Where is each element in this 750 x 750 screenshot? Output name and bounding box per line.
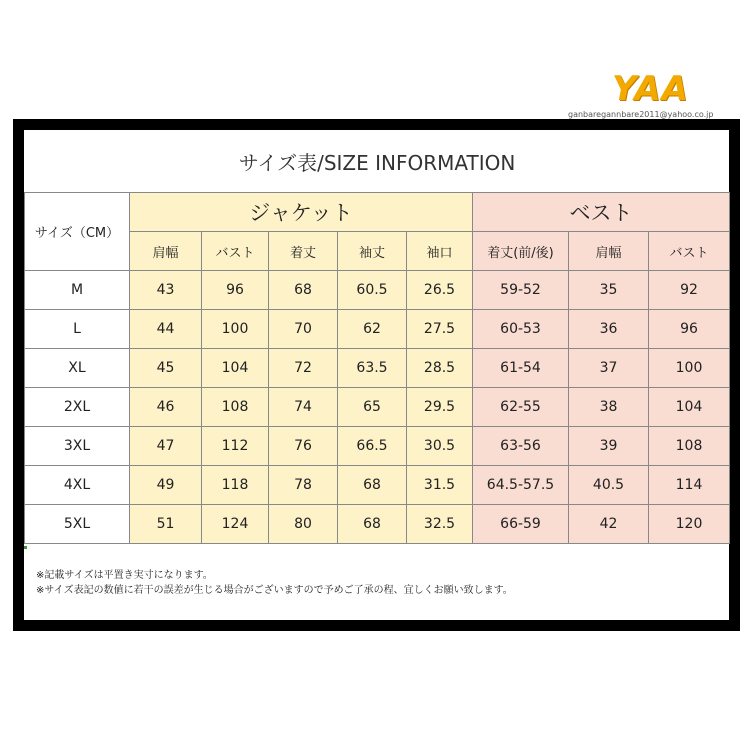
vest-header: バスト bbox=[649, 232, 730, 271]
vest-value-cell: 40.5 bbox=[569, 466, 649, 505]
size-cell: 3XL bbox=[25, 427, 130, 466]
jacket-value-cell: 124 bbox=[202, 505, 269, 544]
jacket-value-cell: 60.5 bbox=[338, 271, 407, 310]
jacket-value-cell: 30.5 bbox=[407, 427, 473, 466]
jacket-value-cell: 26.5 bbox=[407, 271, 473, 310]
vest-value-cell: 42 bbox=[569, 505, 649, 544]
vest-value-cell: 60-53 bbox=[473, 310, 569, 349]
jacket-value-cell: 112 bbox=[202, 427, 269, 466]
vest-value-cell: 64.5-57.5 bbox=[473, 466, 569, 505]
table-row bbox=[25, 505, 730, 544]
jacket-value-cell: 27.5 bbox=[407, 310, 473, 349]
jacket-header: 肩幅 bbox=[130, 232, 202, 271]
vest-value-cell: 63-56 bbox=[473, 427, 569, 466]
green-mark bbox=[24, 546, 27, 549]
jacket-value-cell: 118 bbox=[202, 466, 269, 505]
vest-value-cell: 120 bbox=[649, 505, 730, 544]
jacket-value-cell: 32.5 bbox=[407, 505, 473, 544]
table-row bbox=[25, 427, 730, 466]
vest-value-cell: 35 bbox=[569, 271, 649, 310]
vest-value-cell: 61-54 bbox=[473, 349, 569, 388]
notes bbox=[36, 568, 726, 598]
jacket-value-cell: 70 bbox=[269, 310, 338, 349]
jacket-value-cell: 51 bbox=[130, 505, 202, 544]
vest-header: 着丈(前/後) bbox=[473, 232, 569, 271]
jacket-value-cell: 28.5 bbox=[407, 349, 473, 388]
vest-value-cell: 36 bbox=[569, 310, 649, 349]
jacket-value-cell: 68 bbox=[338, 505, 407, 544]
vest-value-cell: 108 bbox=[649, 427, 730, 466]
vest-header: 肩幅 bbox=[569, 232, 649, 271]
jacket-value-cell: 78 bbox=[269, 466, 338, 505]
jacket-value-cell: 31.5 bbox=[407, 466, 473, 505]
vest-section-header: ベスト bbox=[473, 193, 730, 232]
logo-email: ganbaregannbare2011@yahoo.co.jp bbox=[568, 110, 714, 119]
table-row bbox=[25, 466, 730, 505]
table-title: サイズ表/SIZE INFORMATION bbox=[25, 130, 730, 193]
jacket-value-cell: 43 bbox=[130, 271, 202, 310]
jacket-value-cell: 72 bbox=[269, 349, 338, 388]
vest-value-cell: 100 bbox=[649, 349, 730, 388]
size-cell: XL bbox=[25, 349, 130, 388]
jacket-value-cell: 76 bbox=[269, 427, 338, 466]
table-row bbox=[25, 310, 730, 349]
size-label-header: サイズ（CM） bbox=[25, 193, 130, 271]
jacket-value-cell: 62 bbox=[338, 310, 407, 349]
vest-value-cell: 66-59 bbox=[473, 505, 569, 544]
jacket-header: 袖丈 bbox=[338, 232, 407, 271]
jacket-section-header: ジャケット bbox=[130, 193, 473, 232]
size-cell: 2XL bbox=[25, 388, 130, 427]
size-table bbox=[24, 130, 730, 544]
vest-value-cell: 96 bbox=[649, 310, 730, 349]
table-row bbox=[25, 271, 730, 310]
jacket-value-cell: 104 bbox=[202, 349, 269, 388]
vest-value-cell: 59-52 bbox=[473, 271, 569, 310]
size-cell: L bbox=[25, 310, 130, 349]
note-line: ※サイズ表記の数値に若干の誤差が生じる場合がございますので予めご了承の程、宜しくお願い致します。 bbox=[36, 585, 513, 596]
jacket-value-cell: 66.5 bbox=[338, 427, 407, 466]
jacket-value-cell: 46 bbox=[130, 388, 202, 427]
yaa-logo: YAA bbox=[612, 69, 689, 109]
jacket-header: 袖口 bbox=[407, 232, 473, 271]
vest-value-cell: 104 bbox=[649, 388, 730, 427]
size-rows bbox=[25, 271, 730, 544]
size-cell: 5XL bbox=[25, 505, 130, 544]
jacket-value-cell: 100 bbox=[202, 310, 269, 349]
jacket-value-cell: 96 bbox=[202, 271, 269, 310]
table-row bbox=[25, 388, 730, 427]
jacket-value-cell: 45 bbox=[130, 349, 202, 388]
frame-edge bbox=[736, 119, 740, 631]
vest-value-cell: 39 bbox=[569, 427, 649, 466]
note-line: ※記載サイズは平置き実寸になります。 bbox=[36, 570, 213, 581]
jacket-value-cell: 80 bbox=[269, 505, 338, 544]
jacket-value-cell: 74 bbox=[269, 388, 338, 427]
jacket-value-cell: 63.5 bbox=[338, 349, 407, 388]
jacket-header: 着丈 bbox=[269, 232, 338, 271]
vest-value-cell: 37 bbox=[569, 349, 649, 388]
vest-value-cell: 38 bbox=[569, 388, 649, 427]
jacket-value-cell: 49 bbox=[130, 466, 202, 505]
jacket-value-cell: 108 bbox=[202, 388, 269, 427]
size-cell: 4XL bbox=[25, 466, 130, 505]
jacket-value-cell: 47 bbox=[130, 427, 202, 466]
vest-value-cell: 62-55 bbox=[473, 388, 569, 427]
jacket-value-cell: 68 bbox=[269, 271, 338, 310]
jacket-value-cell: 29.5 bbox=[407, 388, 473, 427]
jacket-header: バスト bbox=[202, 232, 269, 271]
size-cell: M bbox=[25, 271, 130, 310]
jacket-value-cell: 65 bbox=[338, 388, 407, 427]
vest-value-cell: 114 bbox=[649, 466, 730, 505]
jacket-value-cell: 44 bbox=[130, 310, 202, 349]
table-row bbox=[25, 349, 730, 388]
vest-value-cell: 92 bbox=[649, 271, 730, 310]
jacket-value-cell: 68 bbox=[338, 466, 407, 505]
